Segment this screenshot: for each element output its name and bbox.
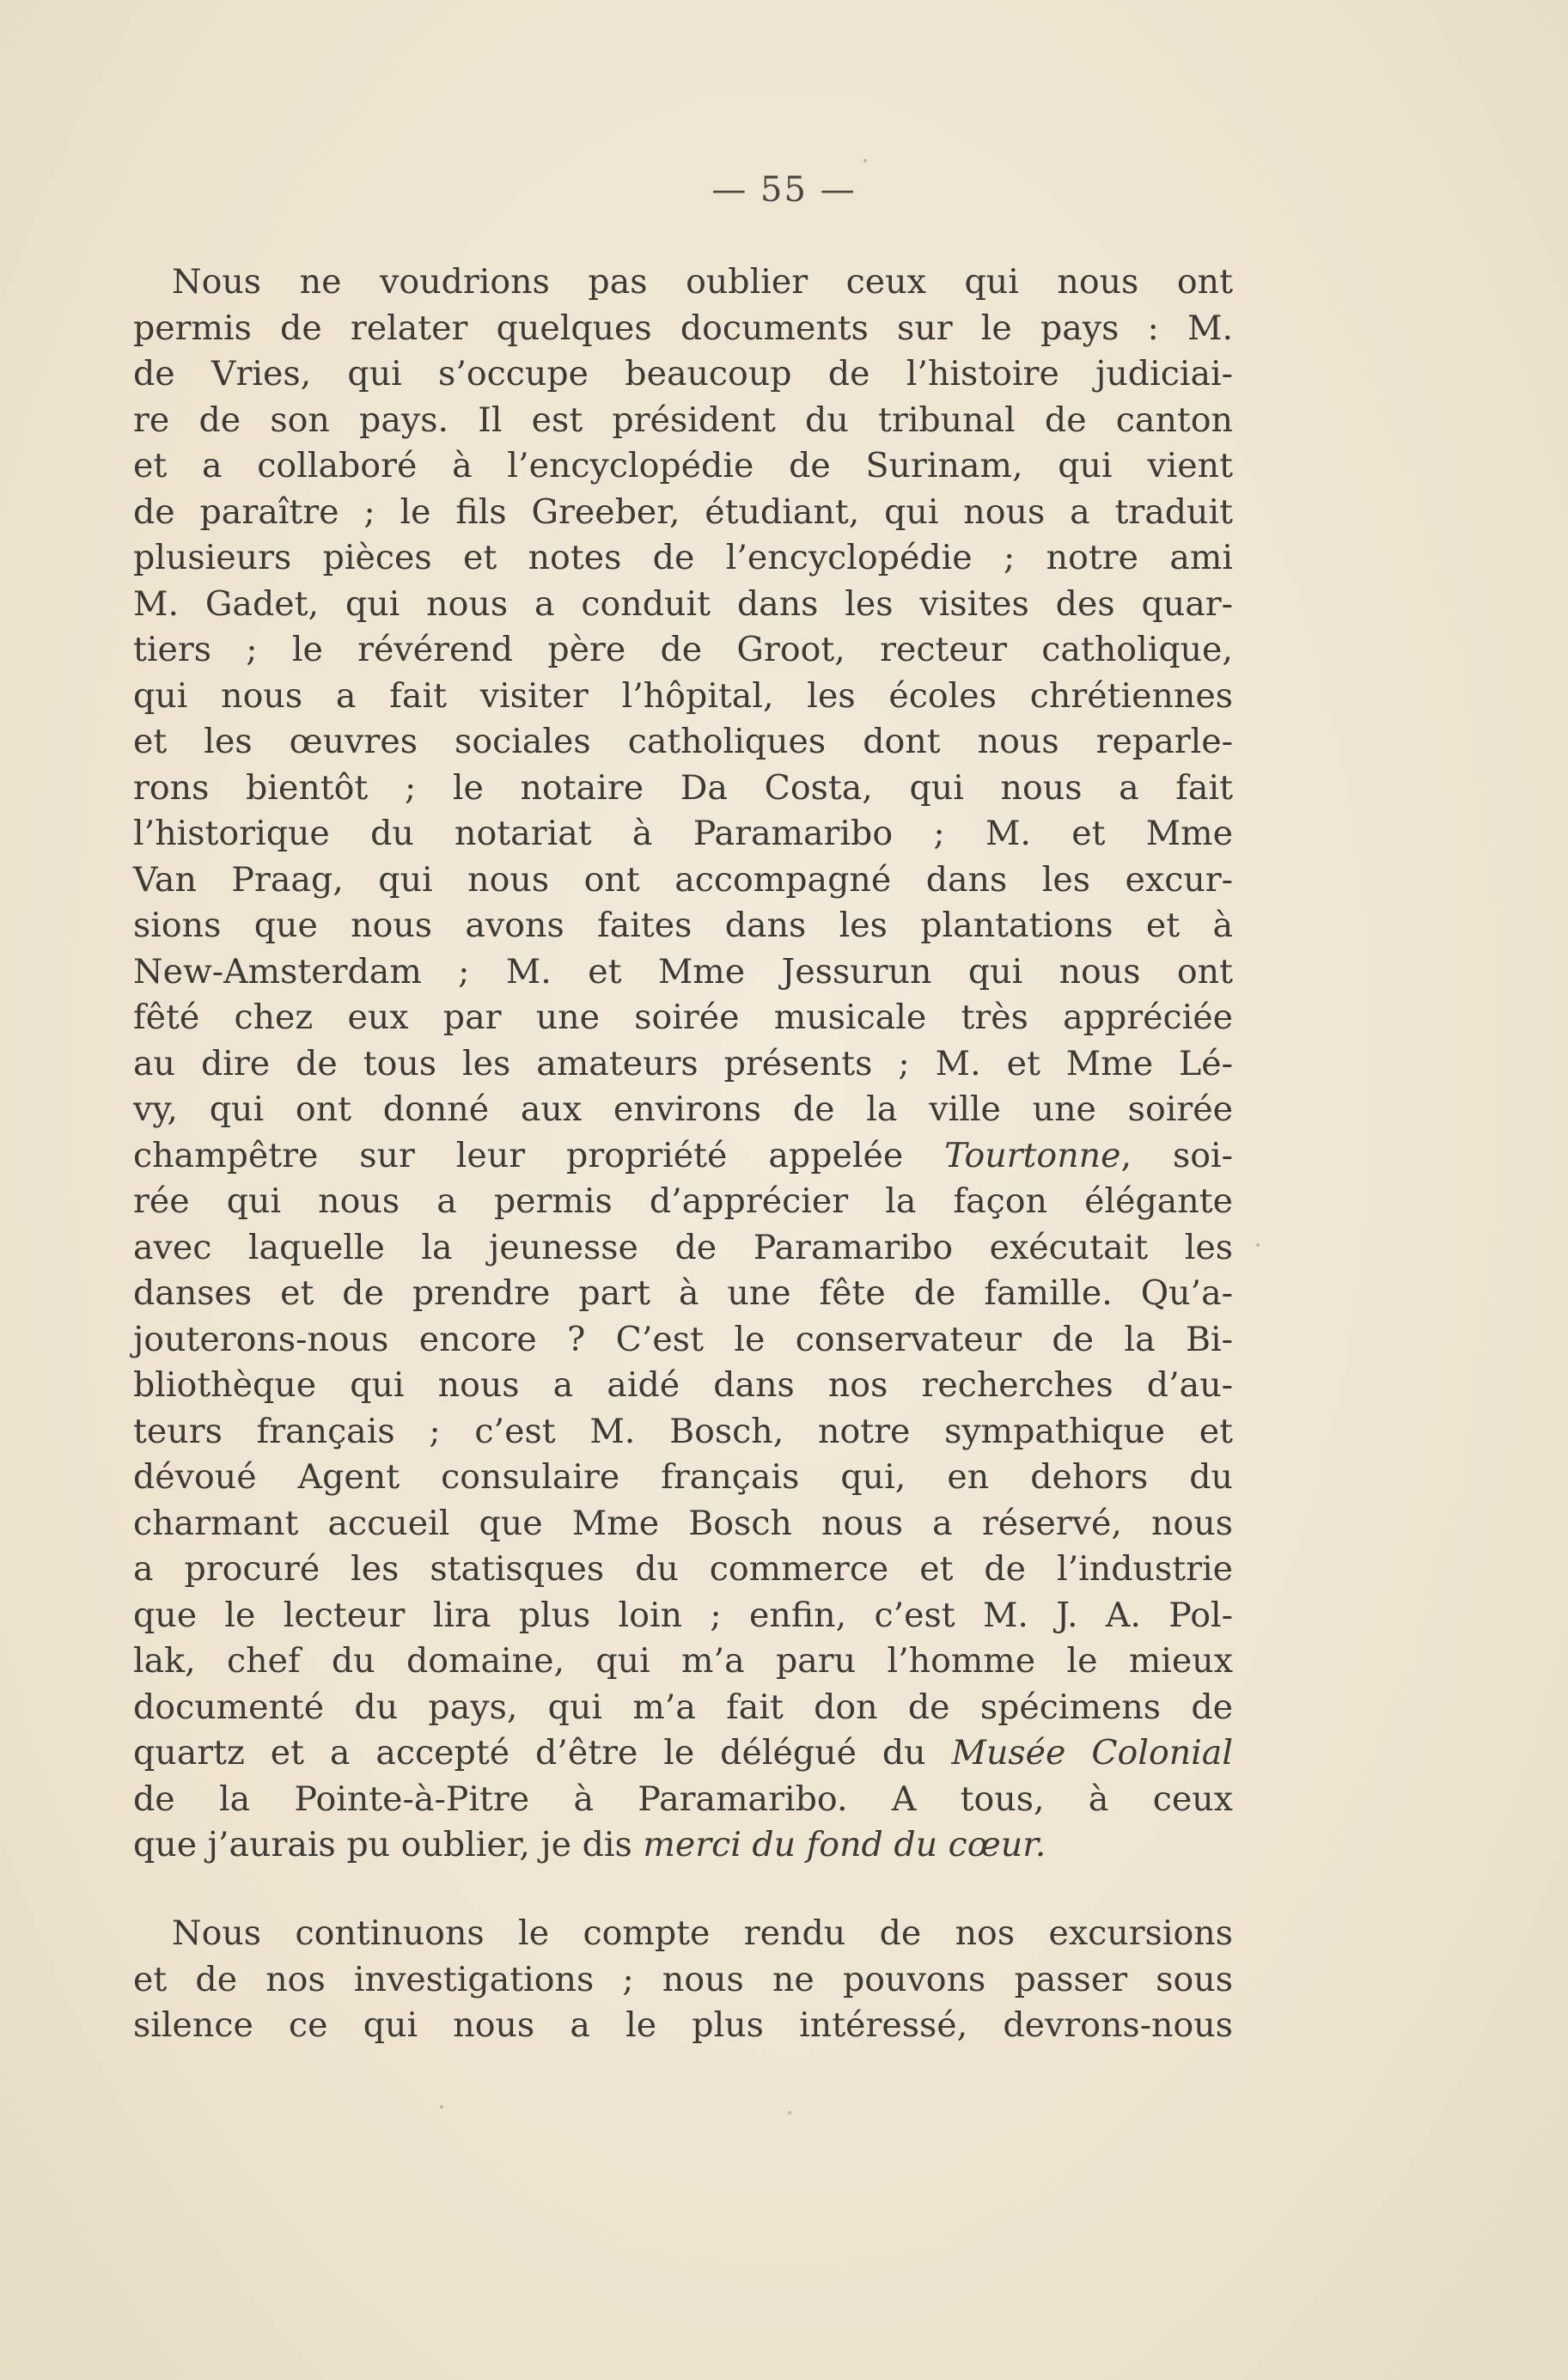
text-line: l’historique du notariat à Paramaribo ; M. et Mme xyxy=(133,814,1233,853)
text-line: Nous ne voudrions pas oublier ceux qui nous ont xyxy=(172,262,1233,302)
text-line: New-Amsterdam ; M. et Mme Jessurun qui nous ont xyxy=(133,951,1233,992)
text-line: et les œuvres sociales catholiques dont nous reparle- xyxy=(133,722,1233,761)
text-line: de paraître ; le fils Greeber, étudiant, qui nous a traduit xyxy=(133,491,1233,532)
text-line: de la Pointe-à-Pitre à Paramaribo. A tous, à ceux xyxy=(133,1779,1233,1819)
text-line: Nous continuons le compte rendu de nos excursions xyxy=(172,1913,1233,1953)
text-line: documenté du pays, qui m’a fait don de spécimens de xyxy=(133,1687,1233,1727)
text-line: et a collaboré à l’encyclopédie de Surinam, qui vient xyxy=(133,446,1233,485)
text-line: danses et de prendre part à une fête de famille. Qu’a- xyxy=(133,1273,1233,1313)
text-line: que j’aurais pu oublier, je dis merci du fond du cœur. xyxy=(133,1825,1046,1864)
paragraph-acknowledgements xyxy=(133,259,1233,1869)
text-line: de Vries, qui s’occupe beaucoup de l’histoire judiciai- xyxy=(133,354,1233,394)
text-line: fêté chez eux par une soirée musicale très appréciée xyxy=(133,998,1233,1037)
text-line: vy, qui ont donné aux environs de la ville une soirée xyxy=(133,1089,1233,1129)
text-line: lak, chef du domaine, qui m’a paru l’homme le mieux xyxy=(133,1641,1233,1681)
text-line: qui nous a fait visiter l’hôpital, les écoles chrétiennes xyxy=(133,675,1233,716)
text-line: charmant accueil que Mme Bosch nous a réservé, nous xyxy=(133,1503,1233,1543)
text-line: jouterons-nous encore ? C’est le conservateur de la Bi- xyxy=(133,1319,1233,1359)
text-line: avec laquelle la jeunesse de Paramaribo exécutait les xyxy=(133,1227,1233,1267)
text-line: sions que nous avons faites dans les plantations et à xyxy=(133,906,1233,945)
page-number: — 55 — xyxy=(711,170,857,210)
text-line: M. Gadet, qui nous a conduit dans les visites des quar- xyxy=(133,583,1233,624)
text-line: champêtre sur leur propriété appelée Tourtonne, soi- xyxy=(133,1135,1233,1175)
text-line: Van Praag, qui nous ont accompagné dans les excur- xyxy=(133,859,1233,900)
text-line: permis de relater quelques documents sur le pays : M. xyxy=(133,308,1233,348)
text-line: a procuré les statisques du commerce et de l’industrie xyxy=(133,1549,1233,1589)
text-line: silence ce qui nous a le plus intéressé, devrons-nous xyxy=(133,2005,1233,2045)
paper-speck xyxy=(440,2105,443,2108)
text-line: que le lecteur lira plus loin ; enfin, c’est M. J. A. Pol- xyxy=(133,1595,1233,1635)
italic-phrase: Musée Colonial xyxy=(951,1733,1233,1773)
text-line: rée qui nous a permis d’apprécier la façon élégante xyxy=(133,1181,1233,1221)
paper-speck xyxy=(1256,1243,1260,1247)
text-line: quartz et a accepté d’être le délégué du Musée Colonial xyxy=(133,1733,1233,1773)
text-line: dévoué Agent consulaire français qui, en dehors du xyxy=(133,1457,1233,1497)
text-line: re de son pays. Il est président du tribunal de canton xyxy=(133,400,1233,440)
text-line: rons bientôt ; le notaire Da Costa, qui nous a fait xyxy=(133,767,1233,808)
text-line: teurs français ; c’est M. Bosch, notre sympathique et xyxy=(133,1411,1233,1451)
text-line: tiers ; le révérend père de Groot, recteur catholique, xyxy=(133,630,1233,669)
paper-speck xyxy=(863,159,867,162)
paper-speck xyxy=(788,2111,791,2115)
italic-phrase: Tourtonne xyxy=(944,1135,1121,1175)
paragraph-continuation xyxy=(133,1911,1233,2049)
text-line: plusieurs pièces et notes de l’encyclopédie ; notre ami xyxy=(133,538,1233,577)
italic-phrase: merci du fond du cœur. xyxy=(643,1825,1046,1864)
text-line: au dire de tous les amateurs présents ; M. et Mme Lé- xyxy=(133,1043,1233,1083)
text-line: bliothèque qui nous a aidé dans nos recherches d’au- xyxy=(133,1365,1233,1405)
text-line: et de nos investigations ; nous ne pouvons passer sous xyxy=(133,1959,1233,1999)
